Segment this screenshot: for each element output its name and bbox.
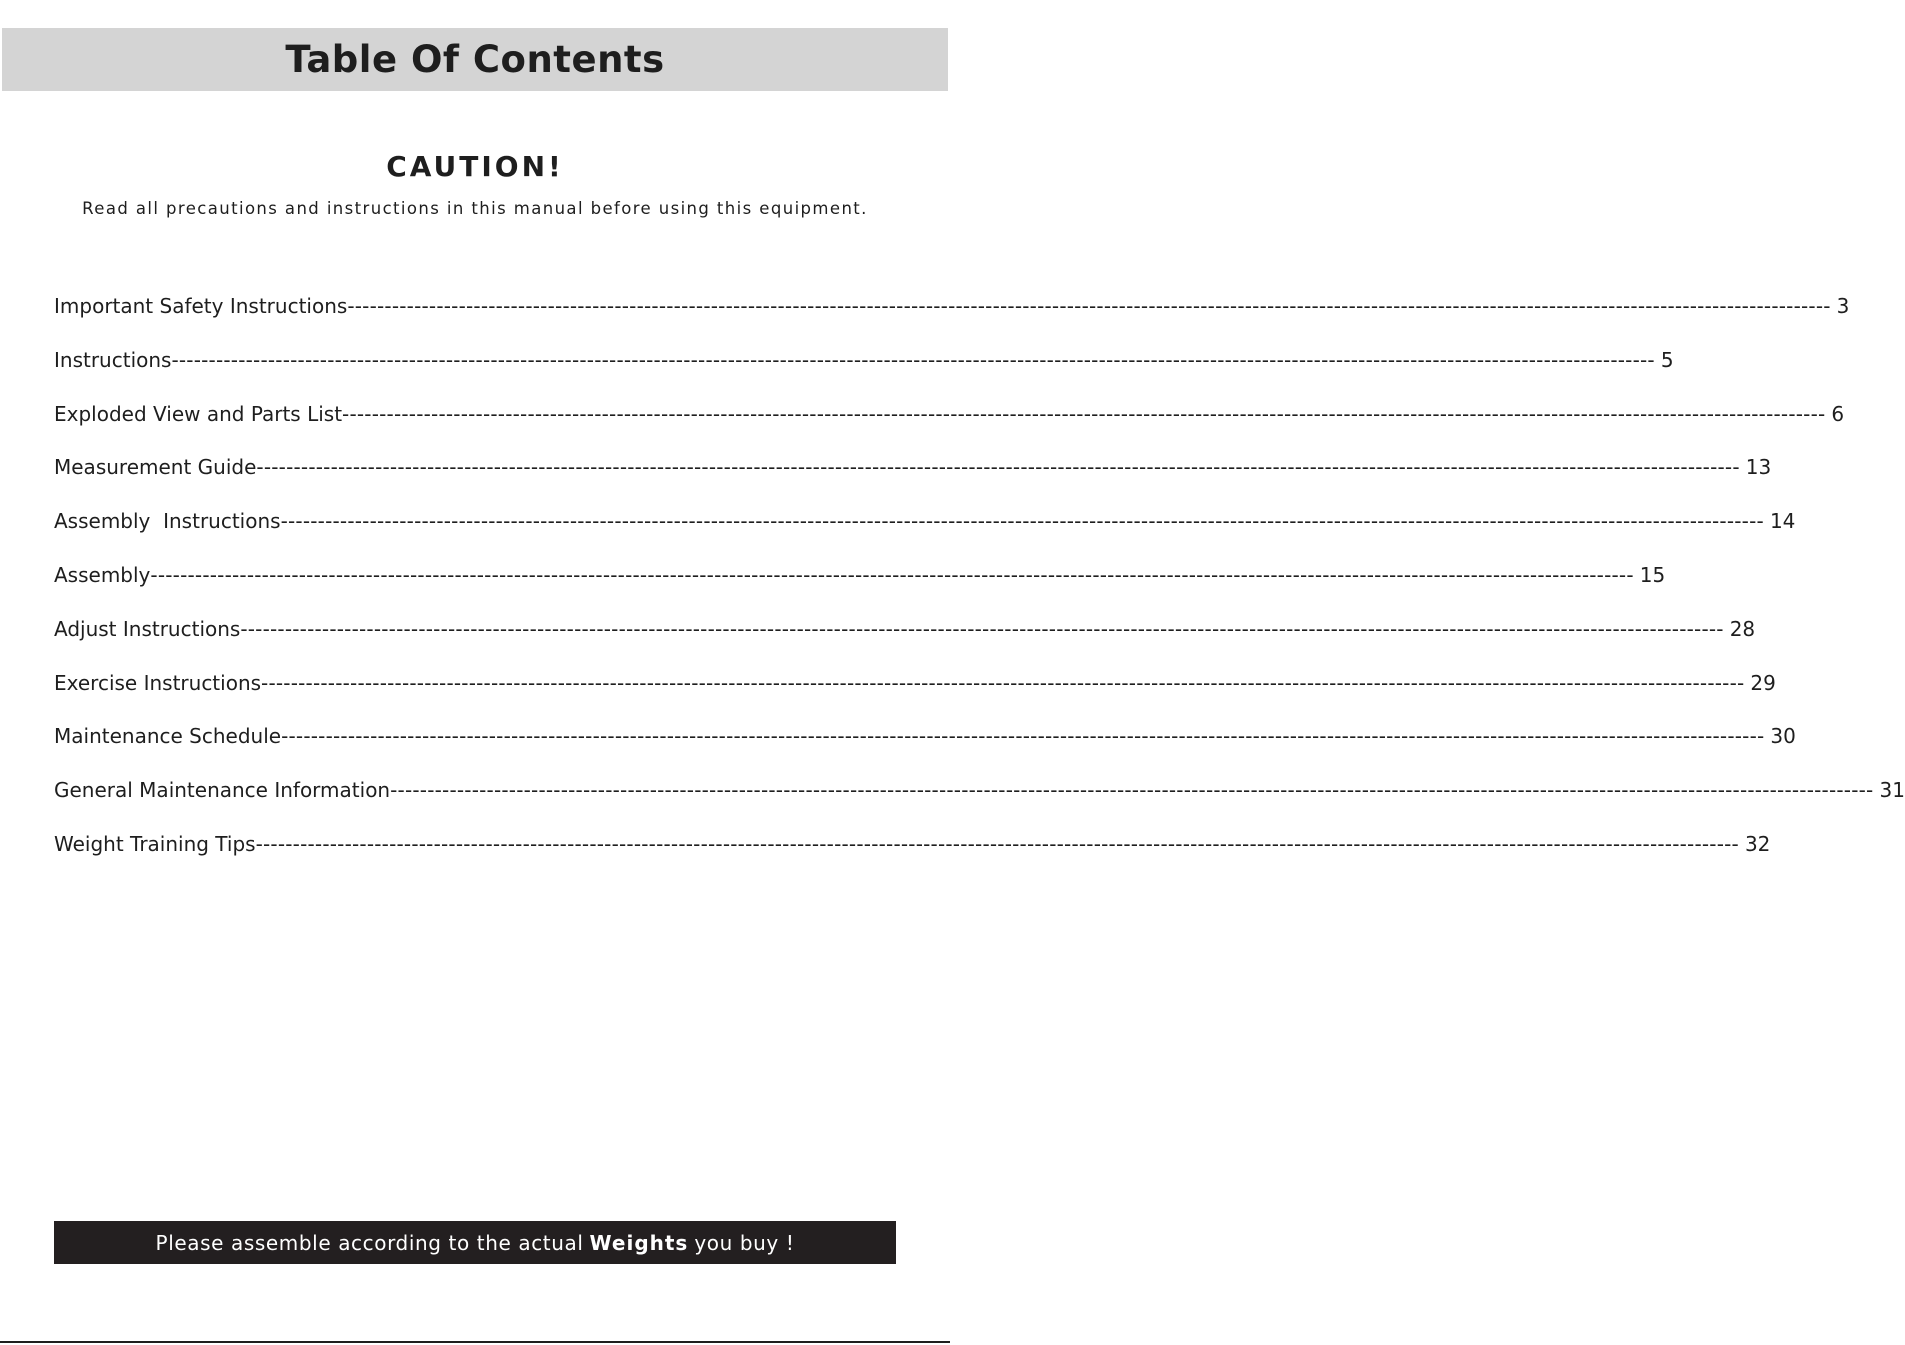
toc-page-number: 32 [1744,831,1771,856]
toc-leader: -------------------------------------------------------------------------------------------------------------------------------------------------------------------------------------------------------- [240,616,1724,641]
toc-entry-label: Exploded View and Parts List [54,401,343,426]
toc-entry-label: Important Safety Instructions [54,294,348,318]
toc-entry-label: Assembly [54,562,151,587]
toc-page-number: 13 [1745,455,1772,480]
toc-entry-label: Weight Training Tips [54,831,256,856]
toc-entry-label: Maintenance Schedule [54,724,282,749]
toc-page-number: 28 [1729,616,1756,641]
toc-entry-label: General Maintenance Information [54,778,391,803]
toc-entry-measurement-guide[interactable] [54,455,1772,509]
toc-entry-assembly-instructions[interactable] [54,509,1796,563]
notice-emphasis: Weights [589,1230,689,1255]
toc-page-number: 15 [1639,562,1666,587]
toc-entry-exploded-view[interactable] [54,401,1845,456]
toc-leader: -------------------------------------------------------------------------------------------------------------------------------------------------------------------------------------------------------- [342,401,1826,426]
notice-bar [54,1221,896,1264]
toc-leader: -------------------------------------------------------------------------------------------------------------------------------------------------------------------------------------------------------- [255,831,1739,856]
toc-entry-assembly[interactable] [54,562,1666,617]
toc-leader: -------------------------------------------------------------------------------------------------------------------------------------------------------------------------------------------------------- [280,509,1764,534]
toc-leader: -------------------------------------------------------------------------------------------------------------------------------------------------------------------------------------------------------- [347,294,1831,318]
toc-entry-weight-training-tips[interactable] [54,831,1771,886]
toc-page-number: 14 [1769,509,1796,534]
bottom-divider [0,1341,950,1343]
toc-leader: -------------------------------------------------------------------------------------------------------------------------------------------------------------------------------------------------------- [281,724,1765,749]
table-of-contents [54,294,1905,886]
toc-entry-label: Assembly Instructions [54,509,281,534]
toc-entry-maintenance-schedule[interactable] [54,724,1796,778]
toc-page-number: 6 [1831,401,1845,426]
toc-leader: -------------------------------------------------------------------------------------------------------------------------------------------------------------------------------------------------------- [150,562,1634,587]
toc-entry-safety[interactable] [54,294,1850,348]
toc-page-number: 30 [1770,724,1796,749]
toc-leader: -------------------------------------------------------------------------------------------------------------------------------------------------------------------------------------------------------- [261,670,1745,695]
toc-leader: -------------------------------------------------------------------------------------------------------------------------------------------------------------------------------------------------------- [256,455,1740,480]
title-bar [2,28,948,91]
toc-leader: -------------------------------------------------------------------------------------------------------------------------------------------------------------------------------------------------------- [171,347,1655,372]
toc-page-number: 3 [1836,294,1850,318]
toc-entry-label: Exercise Instructions [54,670,262,695]
page-title: Table Of Contents [285,38,665,81]
toc-entry-label: Instructions [54,347,172,372]
toc-page-number: 31 [1879,778,1905,803]
caution-heading: CAUTION! [386,150,564,183]
caution-text: Read all precautions and instructions in this manual before using this equipment. [82,199,868,218]
toc-entry-exercise-instructions[interactable] [54,670,1776,725]
toc-entry-instructions[interactable] [54,347,1674,402]
toc-entry-label: Adjust Instructions [54,616,241,641]
toc-entry-label: Measurement Guide [54,455,257,480]
toc-page-number: 29 [1750,670,1776,695]
notice-text: Please assemble according to the actual [155,1230,584,1255]
notice-text-end: you buy ! [694,1230,795,1255]
toc-page-number: 5 [1660,347,1674,372]
toc-leader: -------------------------------------------------------------------------------------------------------------------------------------------------------------------------------------------------------- [390,778,1874,803]
toc-entry-adjust-instructions[interactable] [54,616,1756,671]
toc-entry-general-maintenance[interactable] [54,778,1905,832]
